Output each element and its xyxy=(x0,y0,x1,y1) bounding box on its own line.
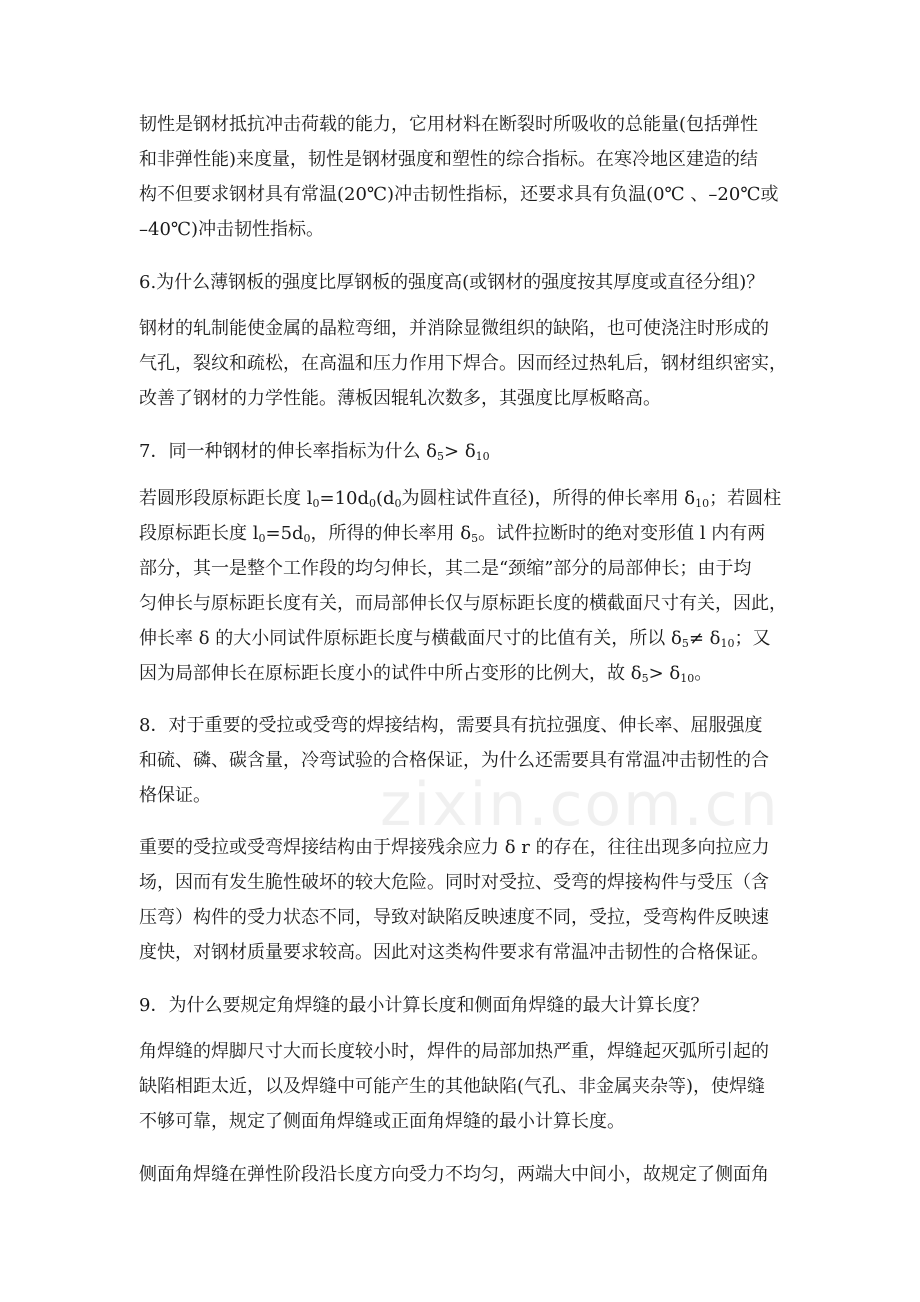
text-line: –40℃)冲击韧性指标。 xyxy=(139,219,325,240)
text-line: 匀伸长与原标距长度有关，而局部伸长仅与原标距长度的横截面尺寸有关，因此， xyxy=(139,593,787,614)
text-line: 9．为什么要规定角焊缝的最小计算长度和侧面角焊缝的最大计算长度？ xyxy=(139,995,709,1016)
text-line: 和硫、磷、碳含量，冷弯试验的合格保证，为什么还需要具有常温冲击韧性的合 xyxy=(139,750,769,771)
text-line: 构不但要求钢材具有常温(20℃)冲击韧性指标，还要求具有负温(0℃ 、–20℃或 xyxy=(139,184,779,205)
subscript: 0 xyxy=(369,497,376,510)
text-line: 侧面角焊缝在弹性阶段沿长度方向受力不均匀，两端大中间小，故规定了侧面角 xyxy=(139,1164,769,1185)
subscript: 0 xyxy=(258,532,266,545)
answer-9 xyxy=(139,1034,789,1139)
text-line: 场，因而有发生脆性破坏的较大危险。同时对受拉、受弯的焊接构件与受压（含 xyxy=(139,872,769,893)
text-line: 格保证。 xyxy=(139,785,211,806)
text-line: 气孔，裂纹和疏松，在高温和压力作用下焊合。因而经过热轧后，钢材组织密实， xyxy=(139,353,787,374)
subscript: 10 xyxy=(695,497,710,510)
answer-7 xyxy=(139,481,789,691)
subscript: 5 xyxy=(681,637,689,650)
text-line xyxy=(139,434,789,469)
watermark: zixin.com.cn xyxy=(380,770,780,840)
a7-text: > δ xyxy=(648,663,681,684)
answer-9-continued xyxy=(139,1157,789,1192)
a7-text: 若圆形段原标距长度 l xyxy=(139,488,313,509)
text-line: 重要的受拉或受弯焊接结构由于焊接残余应力 δ r 的存在，往往出现多向拉应力 xyxy=(139,837,770,858)
text-line: 钢材的轧制能使金属的晶粒弯细，并消除显微组织的缺陷，也可使浇注时形成的 xyxy=(139,318,769,339)
text-line xyxy=(139,481,789,516)
subscript: 10 xyxy=(720,637,735,650)
text-line: 6.为什么薄钢板的强度比厚钢板的强度高(或钢材的强度按其厚度或直径分组)？ xyxy=(139,272,765,293)
paragraph-toughness xyxy=(139,107,789,247)
q7-text: 7．同一种钢材的伸长率指标为什么 δ xyxy=(139,441,438,462)
answer-6 xyxy=(139,311,789,416)
a7-text: ，所得的伸长率用 δ xyxy=(310,523,472,544)
text-line xyxy=(139,516,789,551)
text-line xyxy=(139,621,789,656)
subscript: 5 xyxy=(471,532,479,545)
a7-text: ；又 xyxy=(734,628,771,649)
subscript: 0 xyxy=(303,532,311,545)
subscript: 5 xyxy=(437,450,445,463)
text-line: 角焊缝的焊脚尺寸大而长度较小时，焊件的局部加热严重，焊缝起灭弧所引起的 xyxy=(139,1041,769,1062)
a7-text: 。试件拉断时的绝对变形值 l 内有两 xyxy=(478,523,766,544)
a7-text: =10d xyxy=(319,488,369,509)
text-line: 韧性是钢材抵抗冲击荷载的能力，它用材料在断裂时所吸收的总能量(包括弹性 xyxy=(139,114,759,135)
question-9 xyxy=(139,988,789,1023)
a7-text: 段原标距长度 l xyxy=(139,523,259,544)
subscript: 10 xyxy=(680,672,695,685)
question-8 xyxy=(139,708,789,813)
subscript: 0 xyxy=(394,497,402,510)
text-line xyxy=(139,656,789,691)
a7-text: 。 xyxy=(694,663,713,684)
q7-text: > δ xyxy=(444,441,476,462)
question-6 xyxy=(139,265,789,300)
answer-8 xyxy=(139,830,789,970)
text-line: 缺陷相距太近，以及焊缝中可能产生的其他缺陷(气孔、非金属夹杂等)，使焊缝 xyxy=(139,1076,766,1097)
a7-text: ；若圆柱 xyxy=(709,488,782,509)
text-line: 不够可靠，规定了侧面角焊缝或正面角焊缝的最小计算长度。 xyxy=(139,1111,625,1132)
subscript: 5 xyxy=(641,672,649,685)
a7-text: 因为局部伸长在原标距长度小的试件中所占变形的比例大，故 δ xyxy=(139,663,642,684)
a7-text: 伸长率 δ 的大小同试件原标距长度与横截面尺寸的比值有关，所以 δ xyxy=(139,628,682,649)
subscript: 10 xyxy=(475,450,490,463)
a7-text: ≠ δ xyxy=(688,628,721,649)
text-line: 部分，其一是整个工作段的均匀伸长，其二是“颈缩”部分的局部伸长；由于均 xyxy=(139,558,752,579)
text-line: 改善了钢材的力学性能。薄板因辊轧次数多，其强度比厚板略高。 xyxy=(139,388,661,409)
text-line: 和非弹性能)来度量，韧性是钢材强度和塑性的综合指标。在寒冷地区建造的结 xyxy=(139,149,759,170)
text-line: 8．对于重要的受拉或受弯的焊接结构，需要具有抗拉强度、伸长率、屈服强度 xyxy=(139,715,763,736)
a7-text: =5d xyxy=(265,523,304,544)
a7-text: 为圆柱试件直径)，所得的伸长率用 δ xyxy=(401,488,696,509)
subscript: 0 xyxy=(312,497,320,510)
text-line: 压弯）构件的受力状态不同，导致对缺陷反映速度不同，受拉，受弯构件反映速 xyxy=(139,907,769,928)
text-line: 度快，对钢材质量要求较高。因此对这类构件要求有常温冲击韧性的合格保证。 xyxy=(139,942,769,963)
question-7 xyxy=(139,434,789,469)
a7-text: (d xyxy=(376,488,395,509)
